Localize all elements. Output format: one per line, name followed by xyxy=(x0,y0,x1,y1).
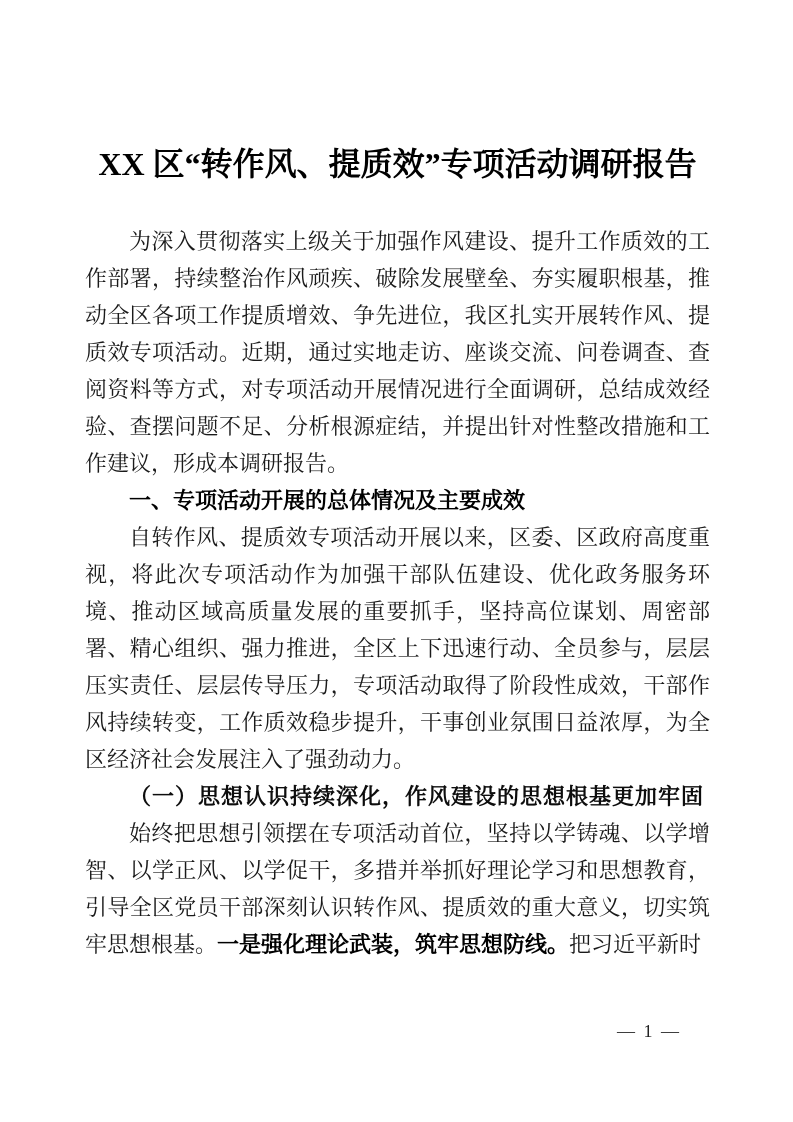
section1-heading: 一、专项活动开展的总体情况及主要成效 xyxy=(129,488,526,513)
subsection1-paragraph xyxy=(85,815,710,963)
section1-paragraph: 自转作风、提质效专项活动开展以来，区委、区政府高度重视，将此次专项活动作为加强干部队伍建设、优化政务服务环境、推动区域高质量发展的重要抓手，坚持高位谋划、周密部署、精心组织、强力推进，全区上下迅速行动、全员参与，层层压实责任、层层传导压力，专项活动取得了阶段性成效，干部作风持续转变，工作质效稳步提升，干事创业氛围日益浓厚，为全区经济社会发展注入了强劲动力。 xyxy=(85,525,710,772)
subsection1-heading: （一）思想认识持续深化，作风建设的思想根基更加牢固 xyxy=(129,784,705,809)
document-content xyxy=(85,141,710,963)
document-title: XX 区“转作风、提质效”专项活动调研报告 xyxy=(98,146,697,182)
subsection1-paragraph-emphasis: 一是强化理论武装，筑牢思想防线。 xyxy=(217,932,570,957)
subsection1-paragraph-lead: 始终把思想引领摆在专项活动首位，坚持以学铸魂、以学增智、以学正风、以学促干，多措并举抓好理论学习和思想教育，引导全区党员干部深刻认识转作风、提质效的重大意义，切实筑牢思想根基。 xyxy=(85,821,710,957)
intro-paragraph: 为深入贯彻落实上级关于加强作风建设、提升工作质效的工作部署，持续整治作风顽疾、破除发展壁垒、夯实履职根基，推动全区各项工作提质增效、争先进位，我区扎实开展转作风、提质效专项活动。近期，通过实地走访、座谈交流、问卷调查、查阅资料等方式，对专项活动开展情况进行全面调研，总结成效经验、查摆问题不足、分析根源症结，并提出针对性整改措施和工作建议，形成本调研报告。 xyxy=(85,229,710,476)
subsection1-paragraph-tail: 把习近平新时 xyxy=(569,932,702,957)
page-number: — 1 — xyxy=(617,1021,681,1041)
